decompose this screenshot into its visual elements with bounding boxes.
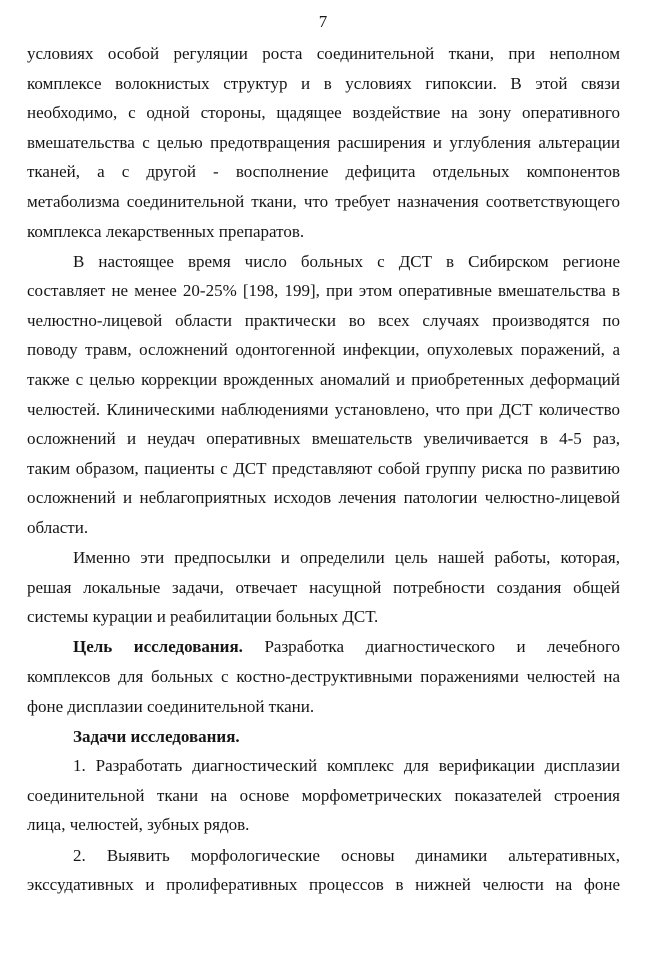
text-line: комплекса лекарственных препаратов.	[27, 221, 305, 241]
task-item-2	[27, 841, 620, 900]
paragraph-hypoxia-context	[27, 39, 620, 246]
paragraph-research-goal	[27, 632, 620, 721]
goal-heading: Цель исследования.	[73, 637, 243, 657]
text-line: поводу травм, осложнений одонтогенной инфекции, опухолевых поражений, а	[27, 340, 620, 360]
text-line: 2. Выявить морфологические основы динамики альтеративных,	[73, 845, 620, 865]
text-line: челюстно-лицевой области практически во всех случаях производятся по	[27, 310, 620, 330]
text-line: таким образом, пациенты с ДСТ представляют собой группу риска по развитию	[27, 458, 620, 478]
tasks-heading: Задачи исследования.	[73, 726, 240, 746]
paragraph-prevalence	[27, 247, 620, 543]
text-line: лица, челюстей, зубных рядов.	[27, 815, 250, 835]
text-line: системы курации и реабилитации больных ДСТ.	[27, 607, 379, 627]
text-line: челюстей. Клиническими наблюдениями установлено, что при ДСТ количество	[27, 399, 620, 419]
task-item-1	[27, 751, 620, 840]
text-line: тканей, а с другой - восполнение дефицита отдельных компонентов	[27, 162, 620, 182]
text-line: В настоящее время число больных с ДСТ в Сибирском регионе	[73, 251, 620, 271]
text-line: также с целью коррекции врожденных аномалий и приобретенных деформаций	[27, 370, 620, 390]
text-line: метаболизма соединительной ткани, что требует назначения соответствующего	[27, 191, 620, 211]
text-line: 1. Разработать диагностический комплекс для верификации дисплазии	[73, 756, 620, 776]
text-line: комплексе волокнистых структур и в условиях гипоксии. В этой связи	[27, 73, 620, 93]
text-line: осложнений и неблагоприятных исходов лечения патологии челюстно-лицевой	[27, 488, 620, 508]
text-line: соединительной ткани на основе морфометрических показателей строения	[27, 785, 620, 805]
goal-text: Разработка диагностического и лечебного	[264, 637, 621, 657]
text-line	[27, 722, 620, 752]
text-line: условиях особой регуляции роста соединительной ткани, при неполном	[27, 44, 620, 63]
text-line	[27, 632, 620, 662]
tasks-heading-paragraph	[27, 722, 620, 752]
text-line: вмешательства с целью предотвращения расширения и углубления альтерации	[27, 132, 620, 152]
text-line: решая локальные задачи, отвечает насущной потребности создания общей	[27, 577, 620, 597]
text-line: необходимо, с одной стороны, щадящее воздействие на зону оперативного	[27, 103, 620, 123]
text-line: составляет не менее 20-25% [198, 199], при этом оперативные вмешательства в	[27, 281, 620, 301]
page-number: 7	[318, 12, 328, 31]
text-line: осложнений и неудач оперативных вмешательств увеличивается в 4-5 раз,	[27, 429, 620, 449]
page-body	[27, 39, 620, 900]
text-line: комплексов для больных с костно-деструктивными поражениями челюстей на	[27, 666, 620, 686]
text-line: фоне дисплазии соединительной ткани.	[27, 696, 315, 716]
text-line: области.	[27, 518, 89, 537]
text-line: Именно эти предпосылки и определили цель нашей работы, которая,	[73, 548, 620, 568]
text-line: экссудативных и пролиферативных процессов в нижней челюсти на фоне	[27, 875, 620, 895]
paragraph-premises	[27, 543, 620, 632]
